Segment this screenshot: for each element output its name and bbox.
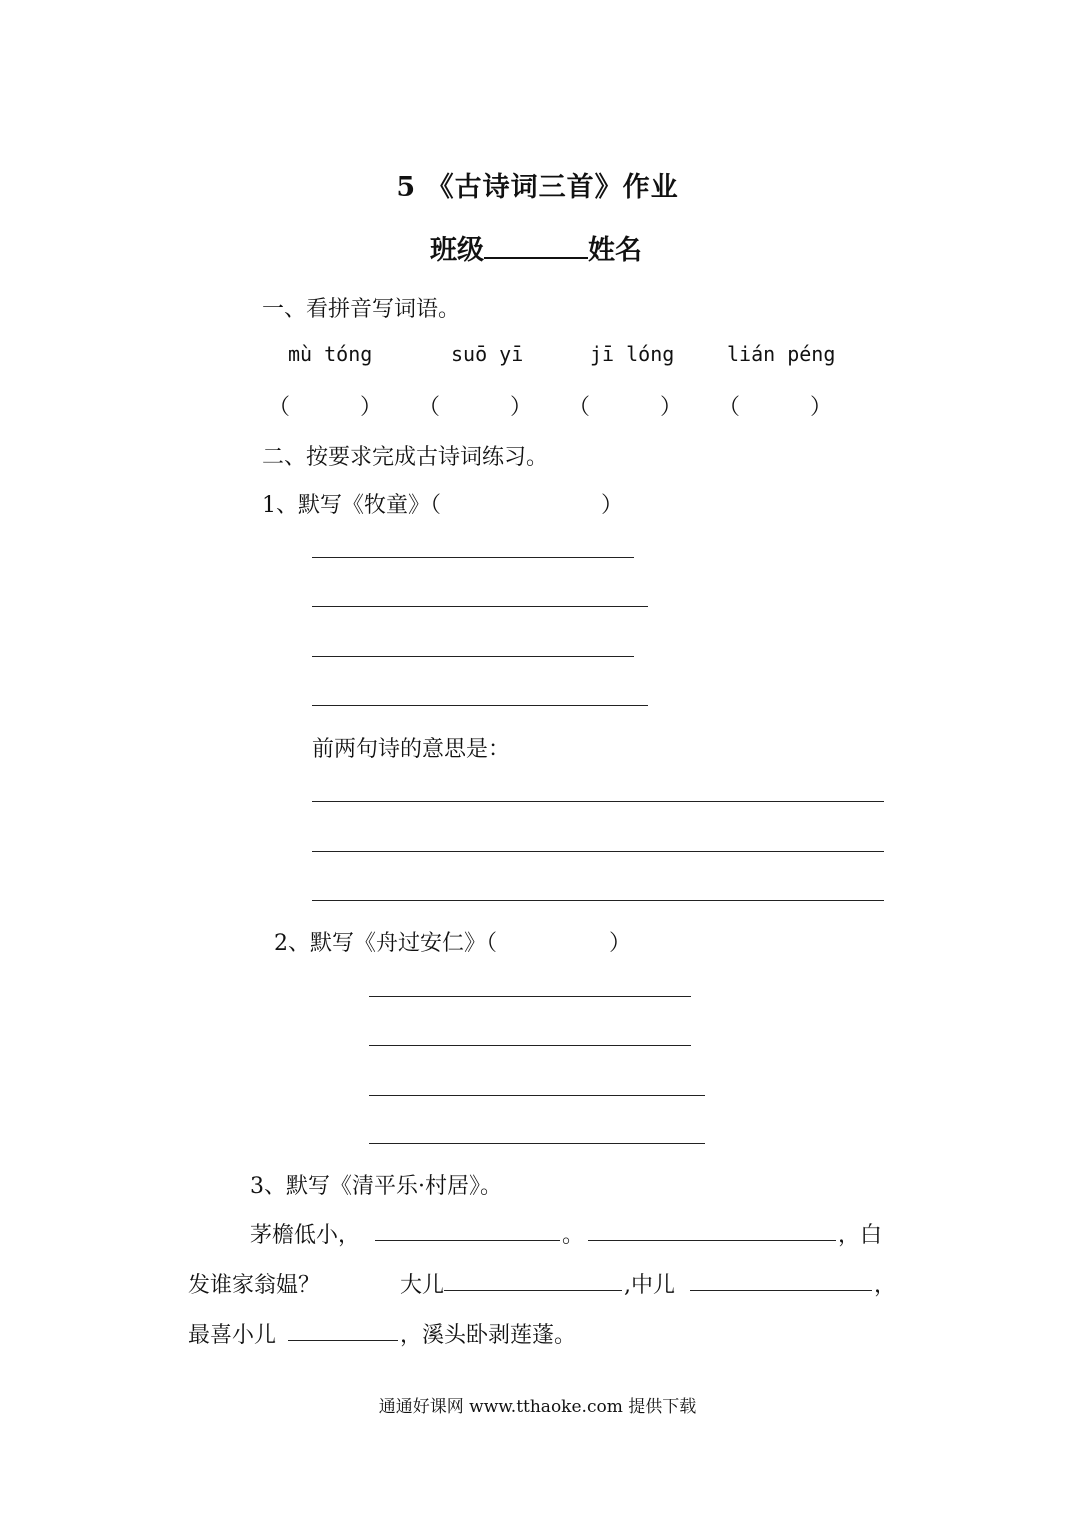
q2-answer-line-1[interactable]: [369, 996, 691, 997]
q1-answer-line-2[interactable]: [312, 606, 648, 607]
q3-label-daer: 大儿: [400, 1273, 445, 1298]
q2-prompt: [274, 926, 631, 957]
pinyin-3: jī lóng: [590, 342, 675, 366]
page-title: 5 《古诗词三首》作业: [396, 172, 679, 203]
q3-blank-4[interactable]: [690, 1290, 872, 1291]
q3-label-zhonger: ,中儿: [624, 1273, 675, 1298]
section2-heading: 二、按要求完成古诗词练习。: [262, 445, 549, 470]
q3-comma: ，: [874, 1273, 897, 1298]
paren-open: （: [418, 395, 441, 420]
paren-close: ）: [810, 395, 833, 420]
class-label: 班级: [430, 235, 484, 266]
paren-open: （: [568, 395, 591, 420]
q3-prompt: 3、默写《清平乐·村居》。: [250, 1174, 502, 1199]
q1-meaning-line-3[interactable]: [312, 900, 884, 901]
q2-prompt-close: ）: [609, 931, 632, 956]
answer-box-2[interactable]: [418, 390, 532, 421]
q3-blank-5[interactable]: [288, 1340, 398, 1341]
q2-answer-line-2[interactable]: [369, 1045, 691, 1046]
q2-answer-line-3[interactable]: [369, 1095, 705, 1096]
q1-meaning-prompt: 前两句诗的意思是：: [312, 737, 511, 762]
footer-credit: 通通好课网 www.tthaoke.com 提供下载: [378, 1397, 697, 1417]
q3-poem-line-2-start: 发谁家翁媪？: [188, 1273, 321, 1298]
pinyin-2: suō yī: [451, 342, 524, 366]
q1-answer-line-1[interactable]: [312, 557, 634, 558]
name-label: 姓名: [588, 235, 642, 266]
answer-box-4[interactable]: [718, 390, 832, 421]
student-info: [430, 228, 642, 267]
q2-answer-line-4[interactable]: [369, 1143, 705, 1144]
q3-poem-line-1-end: ，白: [838, 1223, 883, 1248]
q3-poem-line-1-start: 茅檐低小，: [250, 1223, 361, 1248]
q1-answer-line-4[interactable]: [312, 705, 648, 706]
pinyin-4: lián péng: [727, 342, 836, 366]
q1-prompt-close: ）: [601, 493, 624, 518]
q3-poem-line-3-end: ，溪头卧剥莲蓬。: [400, 1323, 577, 1348]
q2-prompt-text: 2、默写《舟过安仁》（: [274, 931, 497, 956]
q3-poem-line-3-start: 最喜小儿: [188, 1323, 277, 1348]
pinyin-1: mù tóng: [288, 342, 373, 366]
paren-close: ）: [510, 395, 533, 420]
class-blank[interactable]: [484, 231, 588, 259]
q3-poem-line-1-period: 。: [562, 1223, 585, 1248]
answer-box-3[interactable]: [568, 390, 682, 421]
section1-heading: 一、看拼音写词语。: [262, 297, 461, 322]
paren-close: ）: [660, 395, 683, 420]
q1-meaning-line-2[interactable]: [312, 851, 884, 852]
paren-open: （: [268, 395, 291, 420]
q1-answer-line-3[interactable]: [312, 656, 634, 657]
paren-close: ）: [360, 395, 383, 420]
paren-open: （: [718, 395, 741, 420]
q1-prompt: [262, 488, 623, 519]
q1-prompt-text: 1、默写《牧童》（: [262, 493, 441, 518]
q3-blank-2[interactable]: [588, 1240, 836, 1241]
q1-meaning-line-1[interactable]: [312, 801, 884, 802]
q3-blank-3[interactable]: [444, 1290, 622, 1291]
answer-box-1[interactable]: [268, 390, 382, 421]
q3-blank-1[interactable]: [375, 1240, 560, 1241]
